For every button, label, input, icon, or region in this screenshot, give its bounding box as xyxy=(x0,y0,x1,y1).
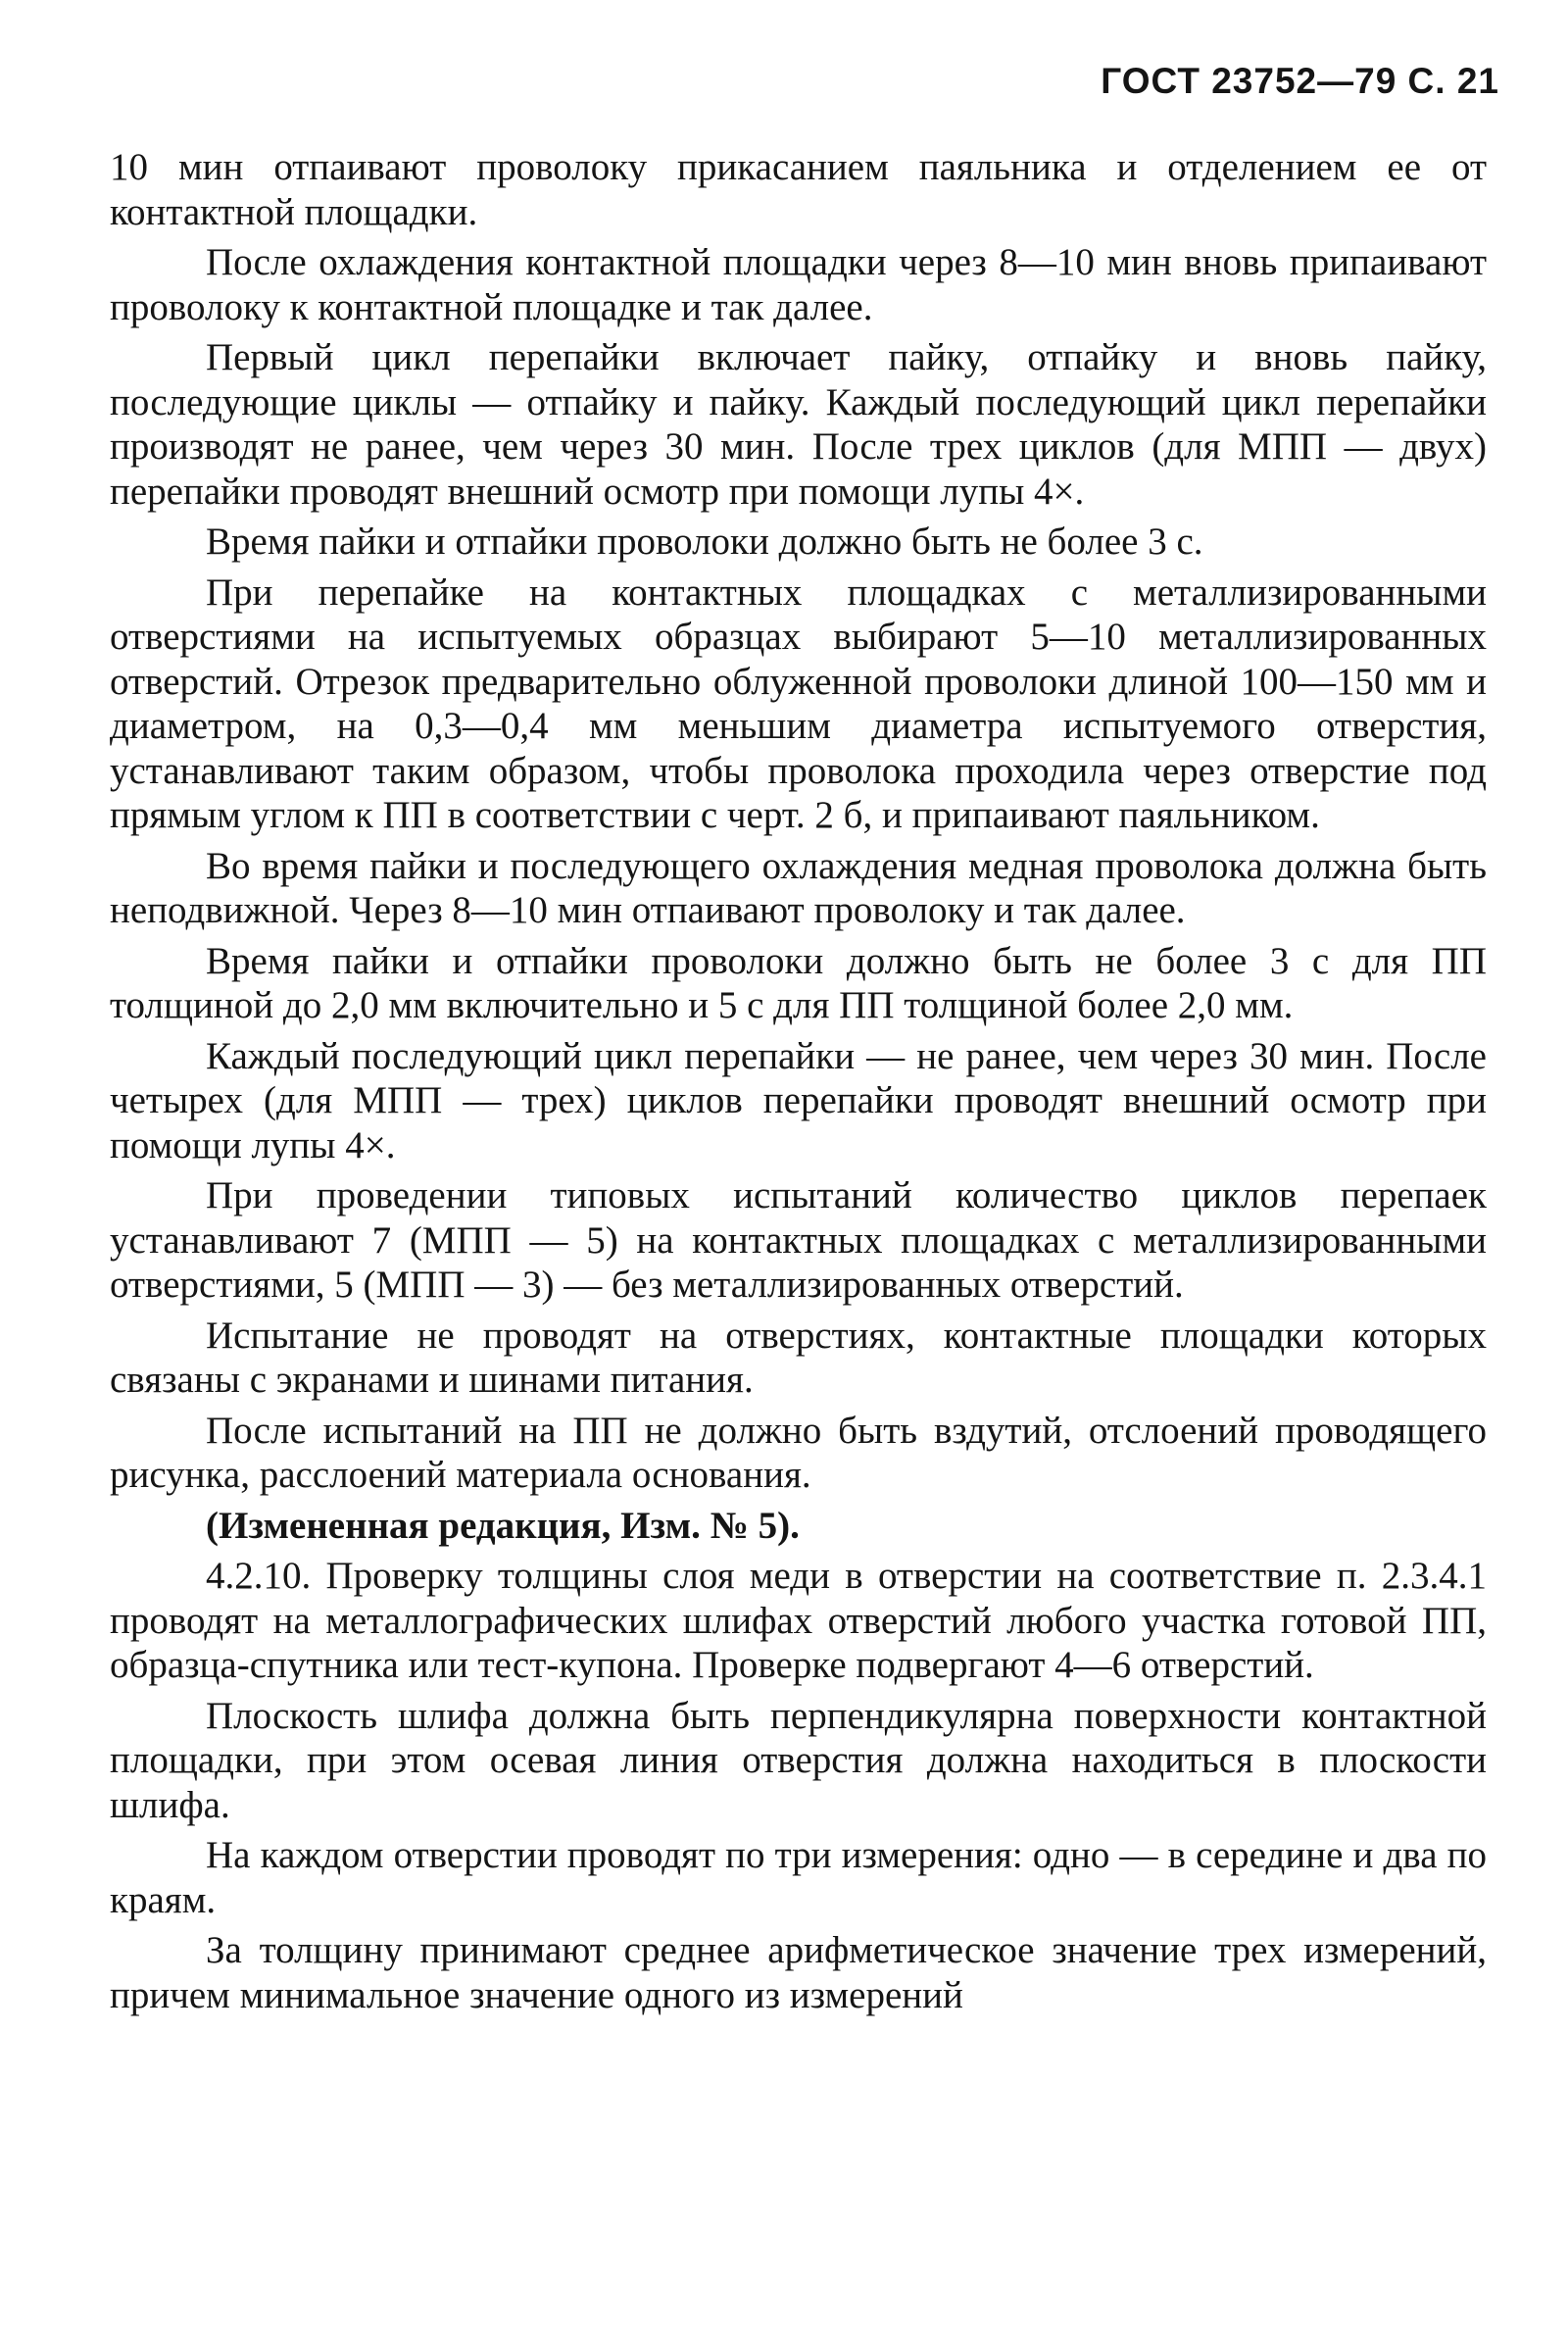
amendment-note: (Измененная редакция, Изм. № 5). xyxy=(206,1504,800,1547)
paragraph: За толщину принимают среднее арифметическое значение трех измерений, причем минимальное значение одного из измерений xyxy=(110,1929,1487,2016)
paragraph: Время пайки и отпайки проволоки должно быть не более 3 с для ПП толщиной до 2,0 мм включительно и 5 с для ПП толщиной более 2,0 мм. xyxy=(110,939,1487,1026)
paragraph: Время пайки и отпайки проволоки должно быть не более 3 с. xyxy=(206,521,1203,563)
paragraph: Во время пайки и последующего охлаждения медная проволока должна быть неподвижной. Через 8—10 мин отпаивают проволоку и так далее. xyxy=(110,844,1487,931)
page-header: ГОСТ 23752—79 С. 21 xyxy=(1101,61,1499,101)
paragraph: При проведении типовых испытаний количество циклов перепаек устанавливают 7 (МПП — 5) на контактных площадках с металлизированными отверстиями, 5 (МПП — 3) — без металлизированных отверстий. xyxy=(110,1174,1487,1306)
paragraph: Плоскость шлифа должна быть перпендикулярна поверхности контактной площадки, при этом осевая линия отверстия должна находиться в плоскости шлифа. xyxy=(110,1694,1487,1826)
paragraph: После охлаждения контактной площадки через 8—10 мин вновь припаивают проволоку к контактной площадке и так далее. xyxy=(110,241,1487,328)
document-body xyxy=(110,145,1487,2023)
paragraph: После испытаний на ПП не должно быть вздутий, отслоений проводящего рисунка, расслоений материала основания. xyxy=(110,1409,1487,1496)
paragraph: 10 мин отпаивают проволоку прикасанием паяльника и отделением ее от контактной площадки. xyxy=(110,146,1487,233)
section-4-2-10: 4.2.10. Проверку толщины слоя меди в отверстии на соответствие п. 2.3.4.1 проводят на металлографических шлифах отверстий любого участка готовой ПП, образца-спутника или тест-купона. Проверке подвергают 4—6 отверстий. xyxy=(110,1555,1487,1686)
paragraph: На каждом отверстии проводят по три измерения: одно — в середине и два по краям. xyxy=(110,1834,1487,1921)
paragraph: Первый цикл перепайки включает пайку, отпайку и вновь пайку, последующие циклы — отпайку и пайку. Каждый последующий цикл перепайки производят не ранее, чем через 30 мин. После трех циклов (для МПП — двух) перепайки проводят внешний осмотр при помощи лупы 4×. xyxy=(110,336,1487,513)
paragraph: При перепайке на контактных площадках с металлизированными отверстиями на испытуемых образцах выбирают 5—10 металлизированных отверстий. Отрезок предварительно облуженной проволоки длиной 100—150 мм и диаметром, на 0,3—0,4 мм меньшим диаметра испытуемого отверстия, устанавливают таким образом, чтобы проволока проходила через отверстие под прямым углом к ПП в соответствии с черт. 2 б, и припаивают паяльником. xyxy=(110,570,1487,836)
paragraph: Каждый последующий цикл перепайки — не ранее, чем через 30 мин. После четырех (для МПП — трех) циклов перепайки проводят внешний осмотр при помощи лупы 4×. xyxy=(110,1034,1487,1166)
paragraph: Испытание не проводят на отверстиях, контактные площадки которых связаны с экранами и шинами питания. xyxy=(110,1314,1487,1401)
